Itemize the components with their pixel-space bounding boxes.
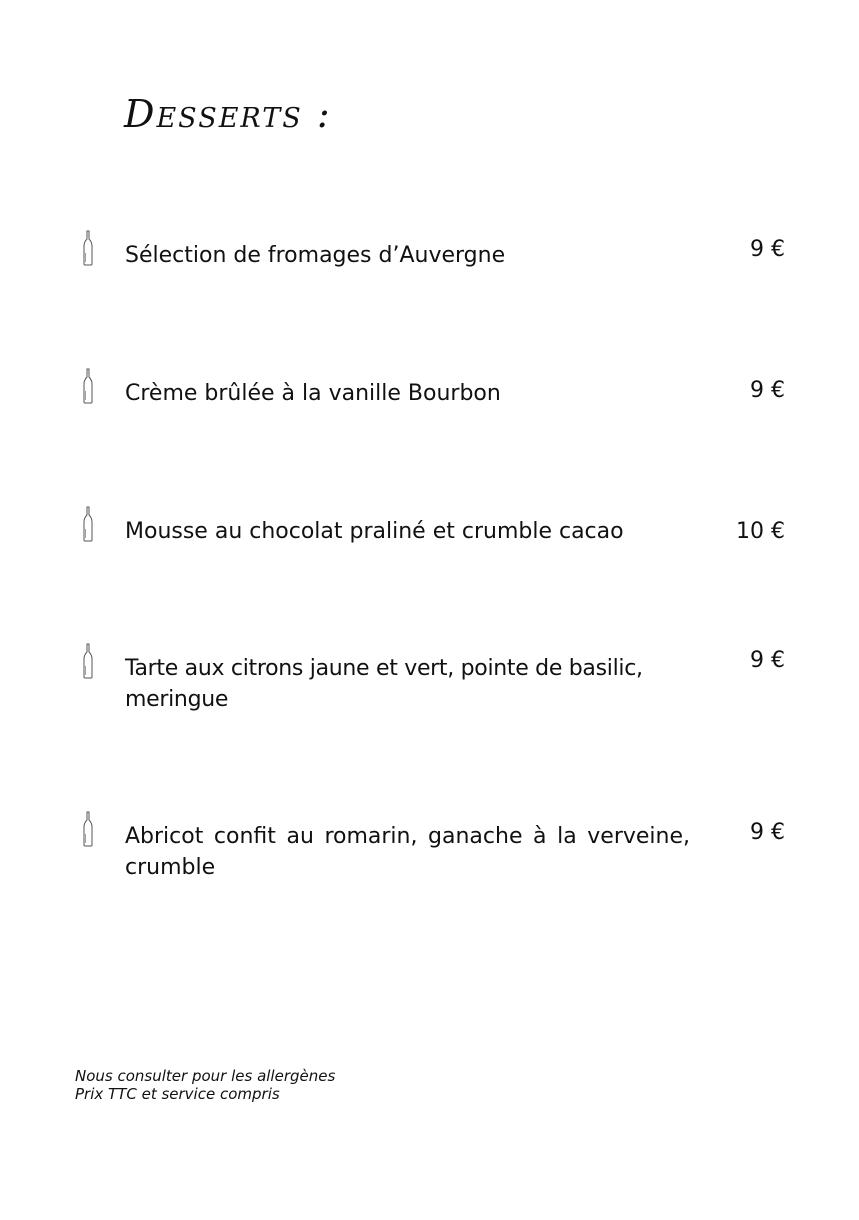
bottle-icon	[82, 230, 94, 266]
allergen-note: Nous consulter pour les allergènes	[75, 1067, 336, 1085]
price-note: Prix TTC et service compris	[75, 1085, 280, 1103]
menu-item-price: 9 €	[750, 237, 785, 262]
menu-item-price: 9 €	[750, 820, 785, 845]
menu-item-name: Abricot confit au romarin, ganache à la verveine, crumble	[125, 824, 690, 880]
menu-item-price: 9 €	[750, 378, 785, 403]
menu-item-name: Mousse au chocolat praliné et crumble cacao	[125, 519, 624, 544]
menu-item-name: Tarte aux citrons jaune et vert, pointe de basilic, meringue	[125, 656, 643, 712]
menu-item-price: 10 €	[736, 519, 785, 544]
menu-item-name: Sélection de fromages d’Auvergne	[125, 243, 506, 268]
bottle-icon	[82, 643, 94, 679]
bottle-icon	[82, 368, 94, 404]
footer-notes	[75, 1067, 335, 1103]
bottle-icon	[82, 811, 94, 847]
menu-item-name: Crème brûlée à la vanille Bourbon	[125, 381, 501, 406]
menu-item-price: 9 €	[750, 648, 785, 673]
page-title: Desserts :	[124, 92, 332, 136]
bottle-icon	[82, 506, 94, 542]
